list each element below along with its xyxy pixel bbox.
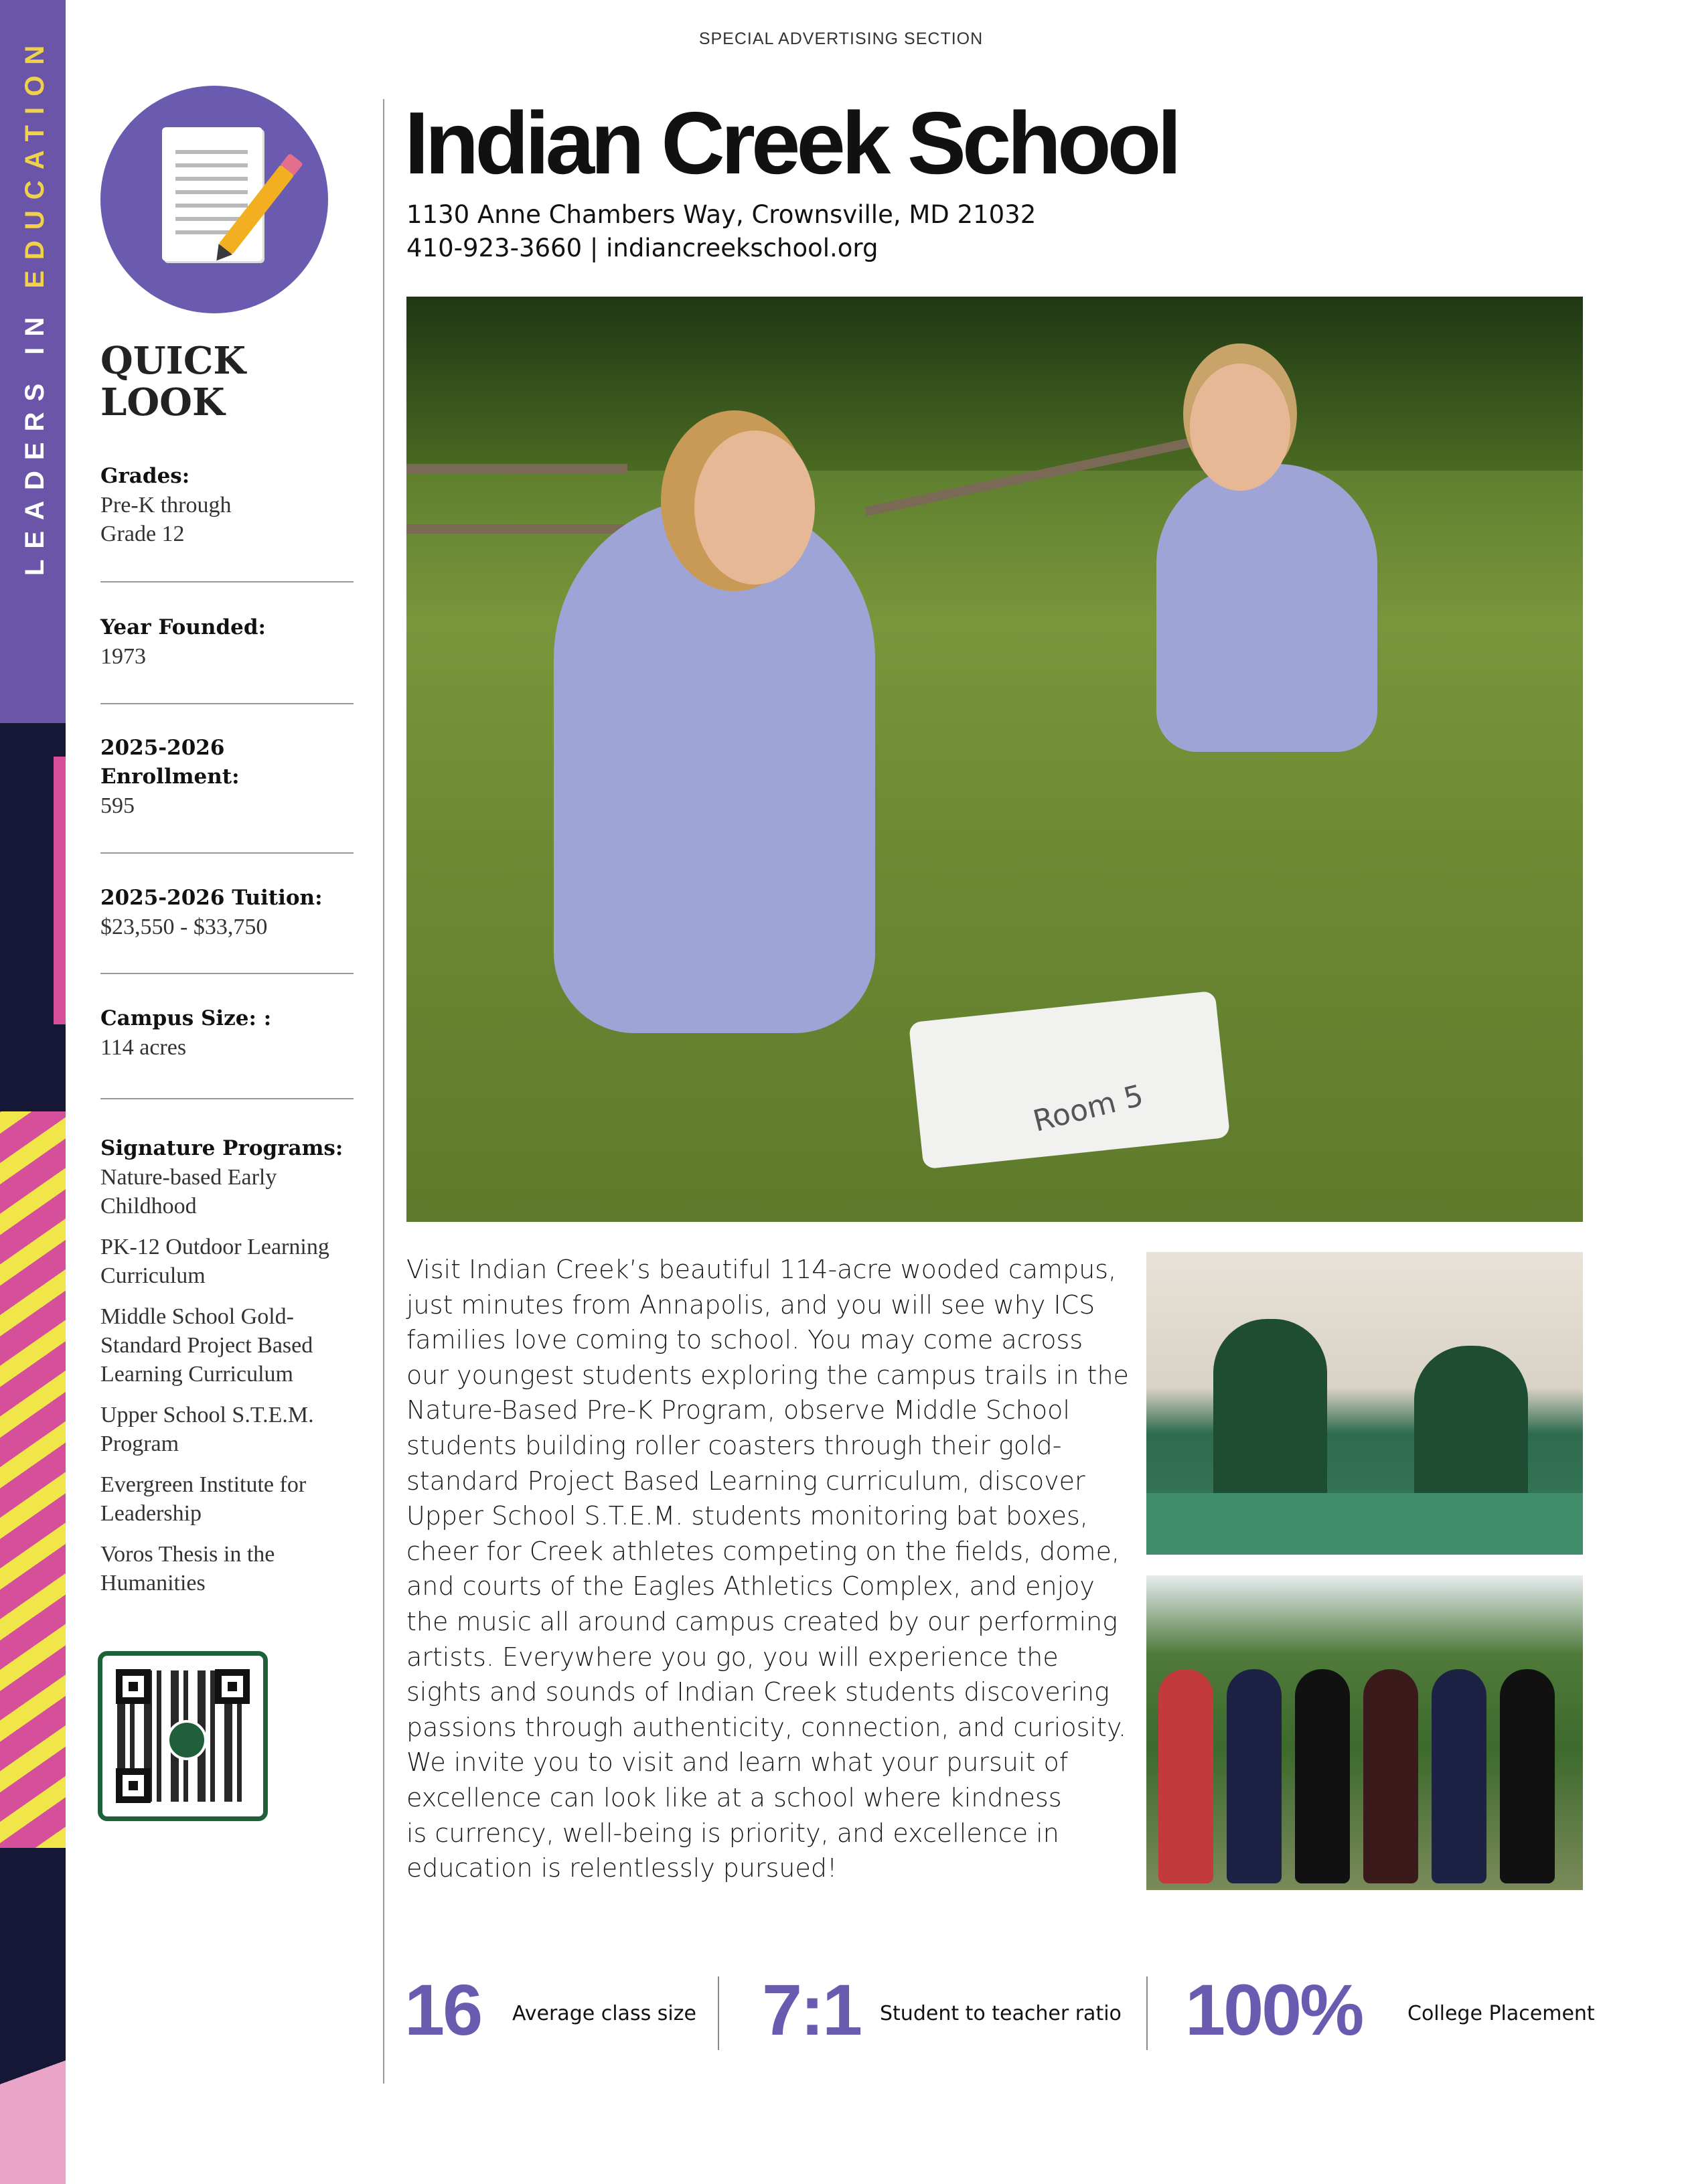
school-phone-website[interactable]: 410-923-3660 | indiancreekschool.org — [406, 234, 878, 262]
stat-ratio-label: Student to teacher ratio — [880, 2002, 1122, 2025]
strip-pink-accent — [54, 757, 66, 1024]
fact-label: Campus Size: : — [100, 1006, 272, 1030]
divider — [100, 703, 354, 704]
fact-tuition — [100, 884, 355, 941]
document-pencil-icon — [100, 86, 328, 313]
fact-label: 2025-2026 — [100, 736, 225, 760]
strip-pink-bottom — [0, 2002, 66, 2184]
fact-label: Enrollment: — [100, 765, 240, 789]
fact-label: 2025-2026 Tuition: — [100, 886, 323, 910]
fact-grades — [100, 462, 355, 548]
bin-label: Room 5 — [1029, 1078, 1147, 1139]
qr-code-icon[interactable] — [98, 1651, 268, 1821]
body-paragraph: Visit Indian Creek’s beautiful 114-acre wooded campus, just minutes from Annapolis, and you will see why ICS families love coming to school. You may come across our youngest students exploring the campus trails in the Nature-Based Pre-K Program, observe Middle School students building roller coasters through their gold- standard Project Based Learning curriculum, discover Upper School S.T.E.M. students monitoring bat boxes, cheer for Creek athletes competing on the fields, dome, and courts of the Eagles Athletics Complex, and enjoy the music all around campus created by our performing artists. Everywhere you go, you will experience the sights and sounds of Indian Creek students discovering passions through authenticity, connection, and curiosity. We invite you to visit and learn what your pursuit of excellence can look like at a school where kindness is currency, well-being is priority, and excellence in education is relentlessly pursued! — [406, 1255, 1129, 1883]
stat-class-size-number: 16 — [404, 1969, 481, 2050]
school-contact-block — [406, 198, 1036, 265]
qr-finder — [116, 1669, 151, 1704]
program-item: PK-12 Outdoor Learning Curriculum — [100, 1235, 329, 1288]
section-vertical-label — [20, 34, 50, 576]
vertical-label-part2: EDUCATION — [20, 34, 50, 289]
divider — [100, 852, 354, 854]
fact-label: Grades: — [100, 464, 190, 488]
program-item: Upper School S.T.E.M. Program — [100, 1403, 314, 1456]
fact-value: Pre-K through — [100, 493, 232, 518]
stat-divider — [718, 1976, 719, 2050]
stat-ratio-number: 7:1 — [762, 1969, 861, 2050]
divider — [100, 973, 354, 974]
fact-enrollment — [100, 734, 355, 820]
qr-finder — [116, 1768, 151, 1803]
program-item: Evergreen Institute for Leadership — [100, 1472, 307, 1526]
fact-label: Signature Programs: — [100, 1136, 343, 1160]
specimen-bin — [909, 991, 1230, 1170]
qr-finder — [215, 1669, 250, 1704]
fact-campus-size — [100, 1004, 355, 1062]
fact-value: Grade 12 — [100, 522, 185, 546]
quick-look-title: QUICK LOOK — [100, 339, 246, 424]
paper-shape — [162, 127, 262, 261]
stat-placement-number: 100% — [1185, 1969, 1363, 2050]
fact-signature-programs — [100, 1134, 368, 1610]
fact-label: Year Founded: — [100, 615, 266, 639]
photo-classroom-experiment — [1146, 1252, 1583, 1555]
fact-value: 595 — [100, 793, 135, 818]
school-name: Indian Creek School — [404, 94, 1178, 192]
program-item: Middle School Gold- Standard Project Based Learning Curriculum — [100, 1304, 313, 1387]
photo-student-group — [1146, 1575, 1583, 1890]
fact-value: $23,550 - $33,750 — [100, 915, 268, 939]
side-decorative-strip — [0, 0, 66, 2184]
stat-divider — [1146, 1976, 1148, 2050]
strip-yellow-stripes — [0, 1111, 66, 1848]
program-item: Voros Thesis in the Humanities — [100, 1542, 275, 1595]
stat-placement-label: College Placement — [1407, 2002, 1595, 2025]
program-item: Nature-based Early Childhood — [100, 1165, 277, 1219]
stat-class-size-label: Average class size — [512, 2002, 696, 2025]
divider — [100, 1098, 354, 1099]
fact-founded — [100, 613, 355, 671]
qr-logo — [167, 1720, 207, 1760]
column-divider — [383, 99, 384, 2084]
divider — [100, 581, 354, 582]
school-address: 1130 Anne Chambers Way, Crownsville, MD 21032 — [406, 200, 1037, 229]
fact-value: 1973 — [100, 644, 146, 669]
fact-value: 114 acres — [100, 1035, 187, 1060]
advertising-label: SPECIAL ADVERTISING SECTION — [698, 29, 984, 48]
vertical-label-part1: LEADERS IN — [20, 288, 50, 576]
main-photo-students-outdoors — [406, 297, 1583, 1222]
